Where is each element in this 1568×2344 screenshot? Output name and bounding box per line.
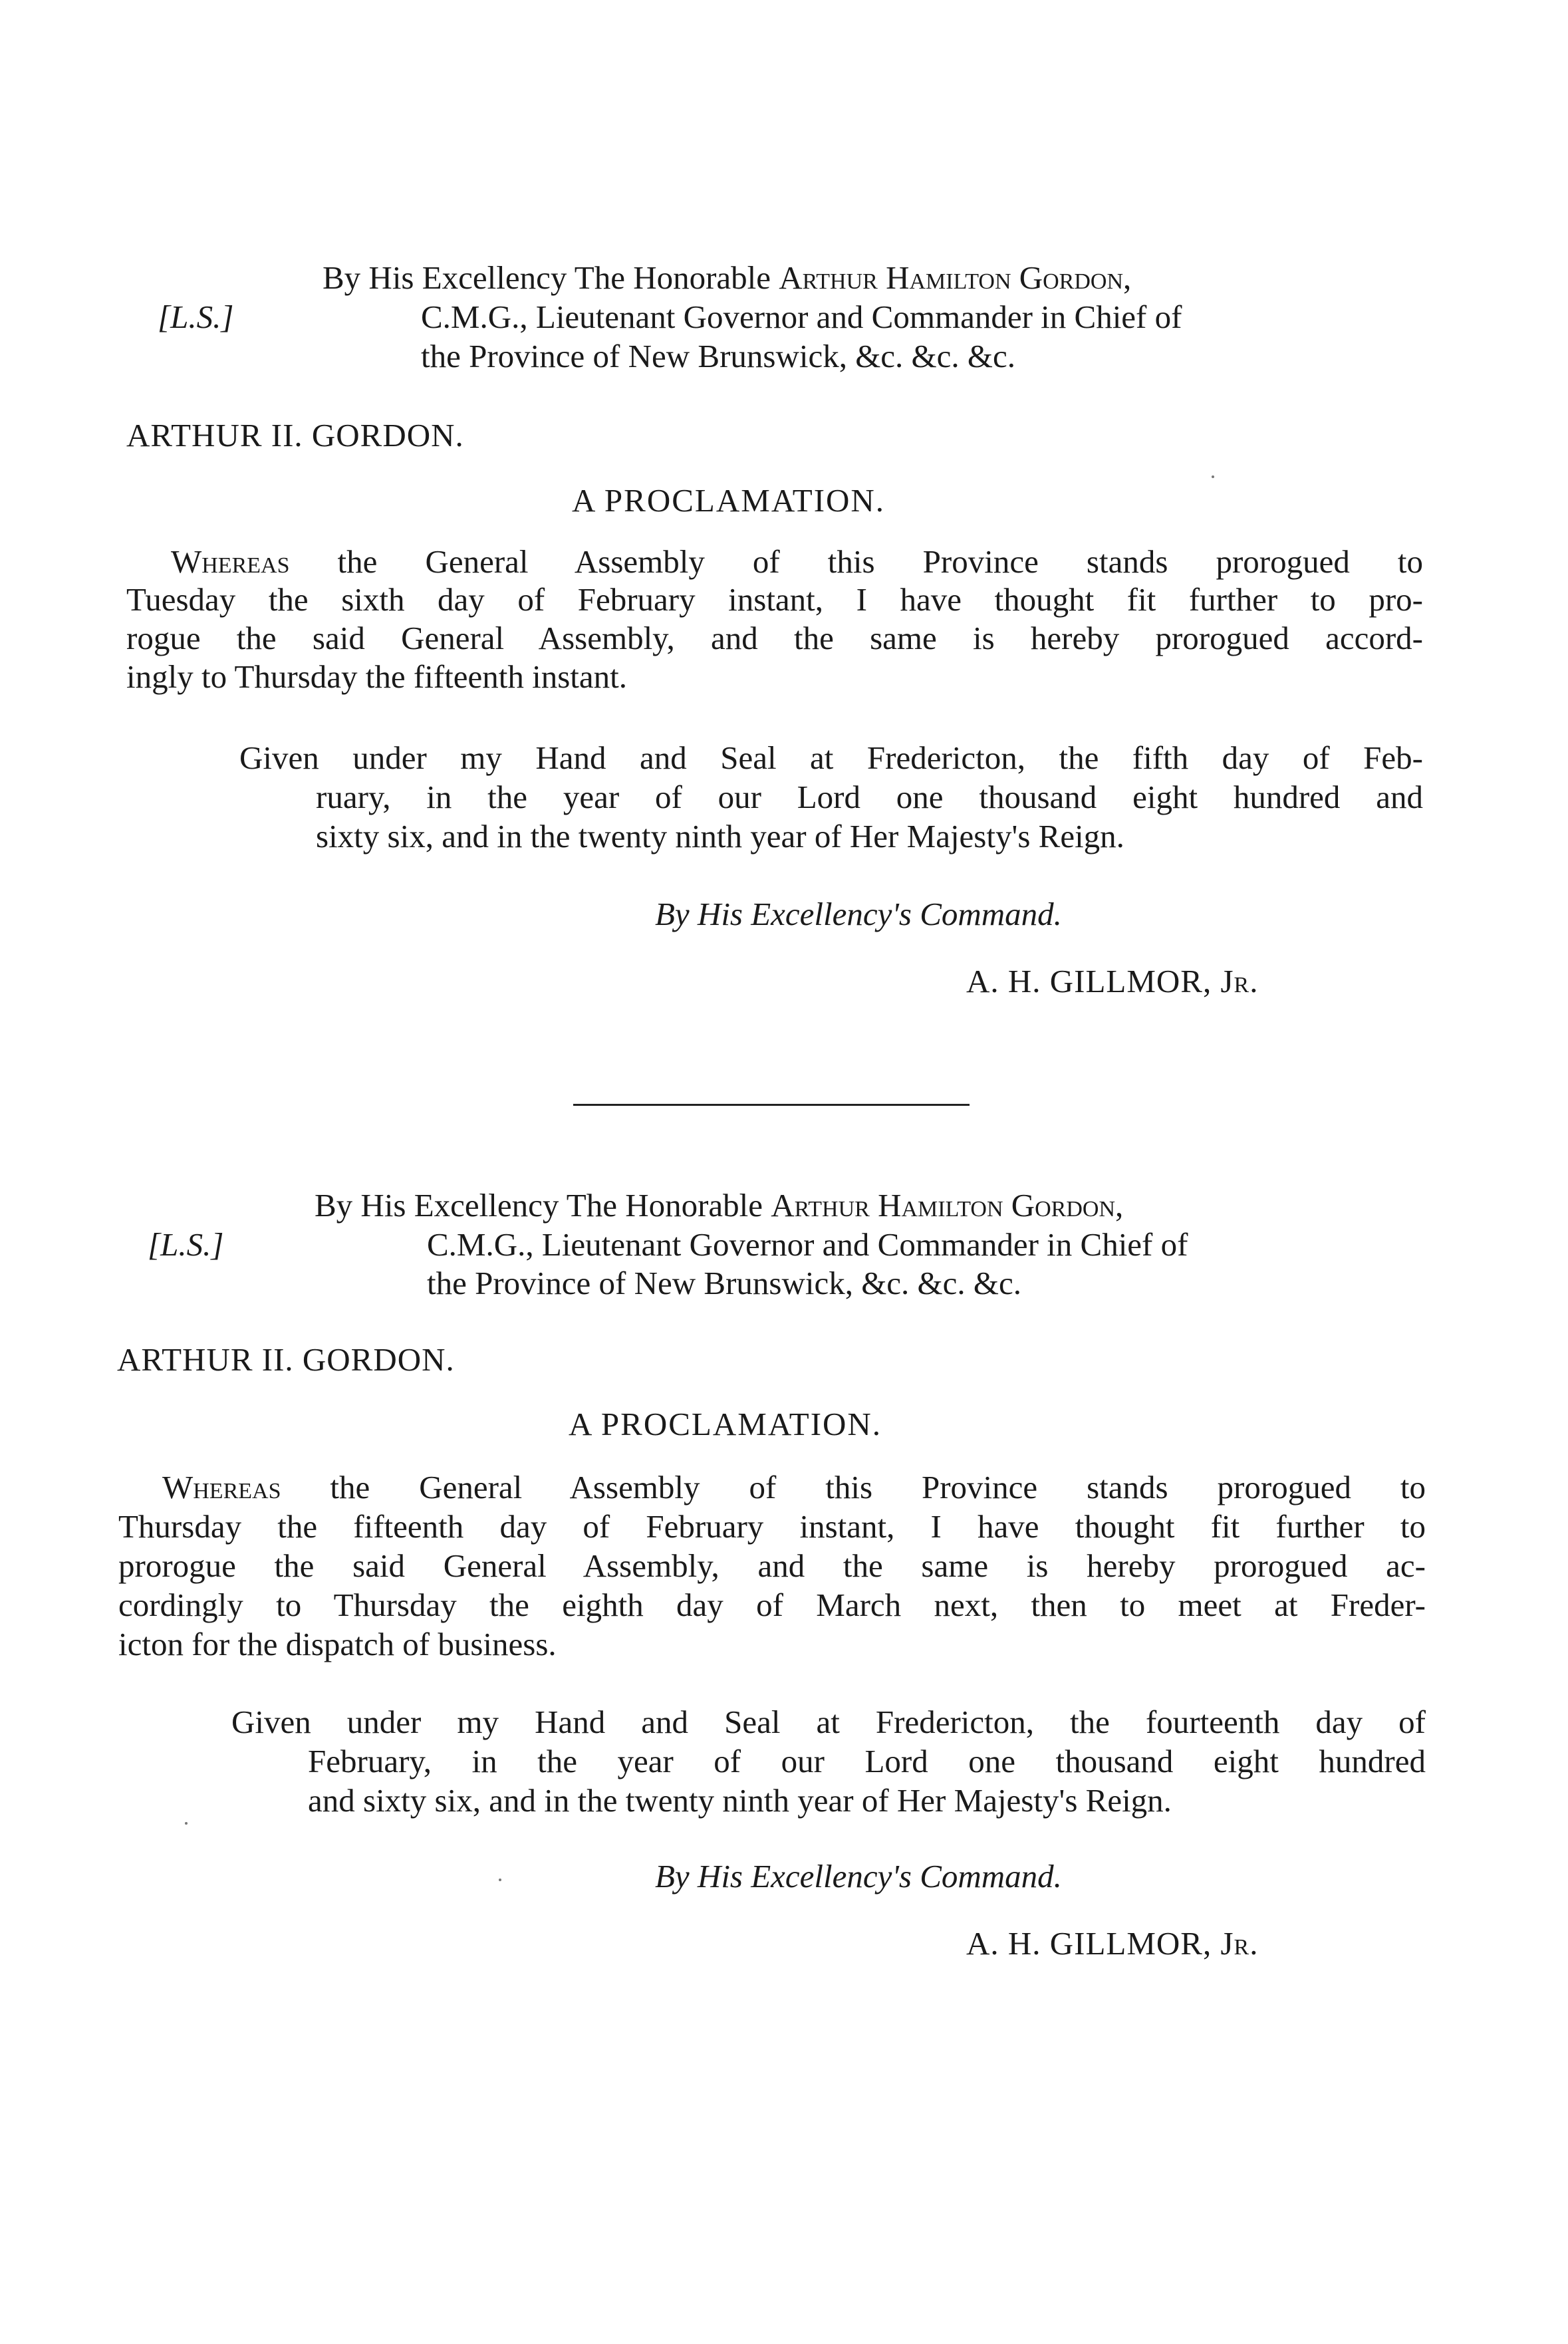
secretary-suffix: Jr. bbox=[1220, 1925, 1259, 1962]
header-intro-text: By His Excellency The Honorable bbox=[323, 259, 779, 296]
command-line: By His Excellency's Command. bbox=[655, 896, 1062, 932]
governor-signature: ARTHUR II. GORDON. bbox=[126, 417, 464, 454]
governor-name: Arthur Hamilton Gordon, bbox=[779, 259, 1132, 296]
whereas-lead: Whereas bbox=[162, 1469, 281, 1505]
given-line-3: sixty six, and in the twenty ninth year of Her Majesty's Reign. bbox=[316, 818, 1124, 854]
body-text-1: the General Assembly of this Province stands prorogued to bbox=[281, 1469, 1426, 1505]
seal-mark: [L.S.] bbox=[148, 1226, 224, 1263]
body-line-3: prorogue the said General Assembly, and the same is hereby prorogued ac- bbox=[118, 1547, 1426, 1584]
secretary-signature bbox=[966, 962, 1258, 1001]
proclamation-title: A PROCLAMATION. bbox=[569, 1406, 882, 1442]
print-speck bbox=[1212, 475, 1214, 478]
print-speck bbox=[499, 1879, 501, 1881]
secretary-name: A. H. GILLMOR, bbox=[966, 1925, 1221, 1962]
given-line-1: Given under my Hand and Seal at Fredericton, the fourteenth day of bbox=[231, 1704, 1426, 1740]
seal-mark: [L.S.] bbox=[158, 299, 234, 335]
command-line: By His Excellency's Command. bbox=[655, 1858, 1062, 1894]
header-province: the Province of New Brunswick, &c. &c. &c. bbox=[421, 338, 1016, 374]
body-line-4: cordingly to Thursday the eighth day of March next, then to meet at Freder- bbox=[118, 1587, 1426, 1623]
body-line-4: ingly to Thursday the fifteenth instant. bbox=[126, 658, 628, 695]
secretary-suffix: Jr. bbox=[1220, 963, 1259, 999]
governor-name: Arthur Hamilton Gordon, bbox=[771, 1187, 1124, 1224]
header-province: the Province of New Brunswick, &c. &c. &c. bbox=[427, 1265, 1022, 1301]
governor-signature: ARTHUR II. GORDON. bbox=[117, 1341, 455, 1378]
given-line-2: February, in the year of our Lord one thousand eight hundred bbox=[308, 1743, 1426, 1779]
section-divider bbox=[573, 1104, 970, 1106]
header-intro bbox=[323, 258, 1490, 298]
body-line-3: rogue the said General Assembly, and the same is hereby prorogued accord- bbox=[126, 620, 1423, 656]
header-intro bbox=[315, 1186, 1490, 1226]
body-line-5: icton for the dispatch of business. bbox=[118, 1626, 557, 1662]
body-line-2: Tuesday the sixth day of February instant, I have thought fit further to pro- bbox=[126, 581, 1423, 618]
given-line-1: Given under my Hand and Seal at Fredericton, the fifth day of Feb- bbox=[239, 739, 1423, 776]
print-speck bbox=[185, 1822, 188, 1825]
body-line-1 bbox=[162, 1468, 1426, 1507]
header-titles: C.M.G., Lieutenant Governor and Commander in Chief of bbox=[421, 299, 1182, 335]
secretary-signature bbox=[966, 1924, 1258, 1964]
whereas-lead: Whereas bbox=[171, 543, 290, 580]
body-text-1: the General Assembly of this Province stands prorogued to bbox=[289, 543, 1423, 580]
body-line-1 bbox=[171, 542, 1423, 582]
header-intro-text: By His Excellency The Honorable bbox=[315, 1187, 771, 1224]
body-line-2: Thursday the fifteenth day of February instant, I have thought fit further to bbox=[118, 1508, 1426, 1545]
header-titles: C.M.G., Lieutenant Governor and Commander in Chief of bbox=[427, 1226, 1188, 1263]
proclamation-title: A PROCLAMATION. bbox=[572, 482, 886, 519]
given-line-2: ruary, in the year of our Lord one thousand eight hundred and bbox=[316, 779, 1423, 815]
given-line-3: and sixty six, and in the twenty ninth year of Her Majesty's Reign. bbox=[308, 1782, 1172, 1819]
secretary-name: A. H. GILLMOR, bbox=[966, 963, 1221, 999]
